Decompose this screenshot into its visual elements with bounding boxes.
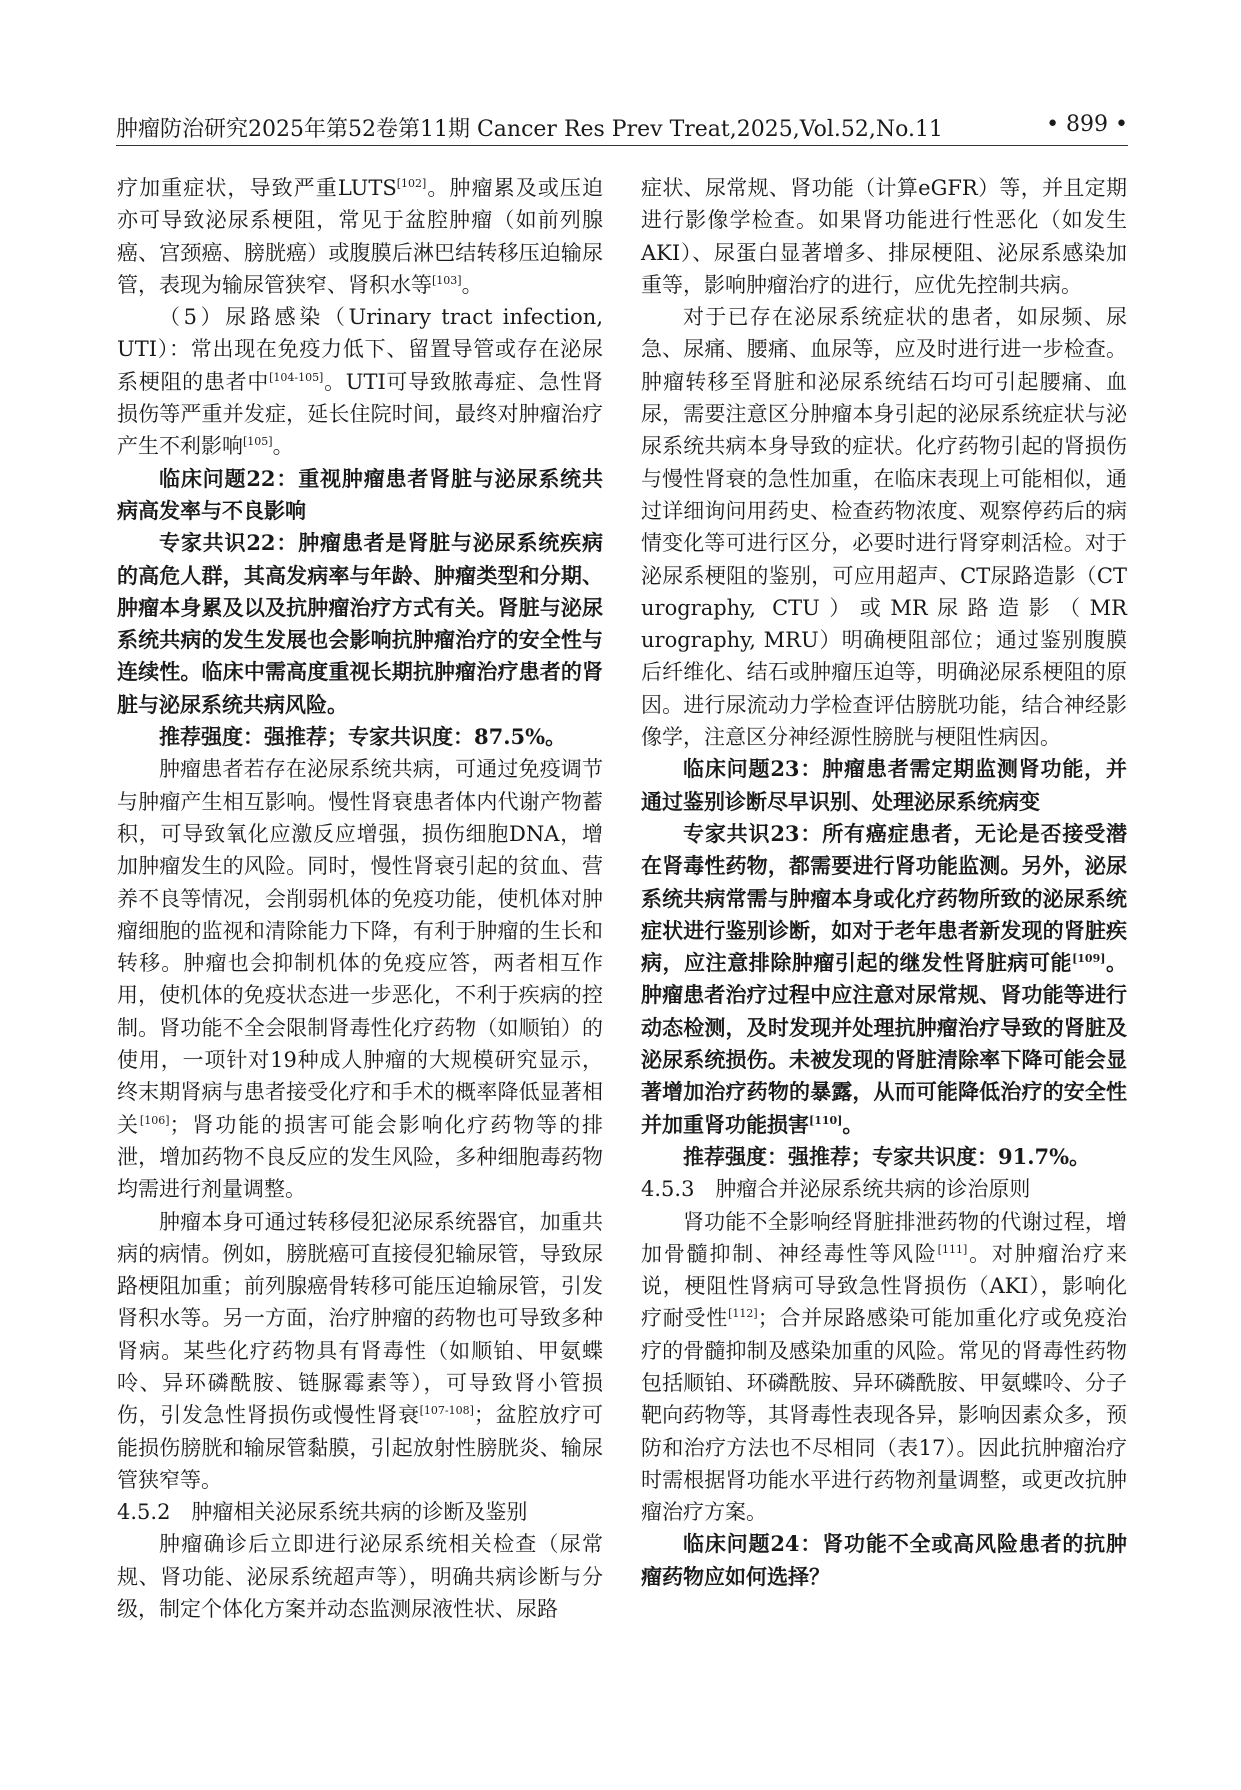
paragraph-metastasis: [117, 1206, 603, 1497]
text: 。肿瘤患者治疗过程中应注意对尿常规、肾功能等进行动态检测，及时发现并处理抗肿瘤治疗导致的肾脏及泌尿系统损伤。未被发现的肾脏清除率下降可能会显著增加治疗药物的暴露，从而可能降低治疗的安全性并加重肾功能损害: [641, 950, 1128, 1137]
citation-ref: [106]: [139, 1113, 170, 1127]
citation-ref: [112]: [728, 1307, 758, 1321]
text: 。UTI可导致脓毒症、急性肾损伤等严重并发症，延长住院时间，最终对肿瘤治疗产生不利影响: [117, 369, 604, 459]
clinical-question-23: 临床问题23：肿瘤患者需定期监测肾功能，并通过鉴别诊断尽早识别、处理泌尿系统病变: [641, 756, 1127, 814]
header-rule: [116, 145, 1128, 146]
text: 。肿瘤累及或压迫亦可导致泌尿系梗阻，常见于盆腔肿瘤（如前列腺癌、宫颈癌、膀胱癌）或腹膜后淋巴结转移压迫输尿管，表现为输尿管狭窄、肾积水等: [117, 176, 604, 297]
citation-ref: [109]: [1072, 952, 1106, 966]
right-column: [641, 172, 1127, 1593]
text: （5）尿路感染（Urinary tract infection, UTI）：常出现在免疫力低下、留置导管或存在泌尿系梗阻的患者中: [117, 305, 603, 394]
paragraph-differential: 对于已存在泌尿系统症状的患者，如尿频、尿急、尿痛、腰痛、血尿等，应及时进行进一步检查。肿瘤转移至肾脏和泌尿系统结石均可引起腰痛、血尿，需要注意区分肿瘤本身引起的泌尿系统症状与泌尿系统共病本身导致的症状。化疗药物引起的肾损伤与慢性肾衰的急性加重，在临床表现上可能相似，通过详细询问用药史、检查药物浓度、观察停药后的病情变化等可进行区分，必要时进行肾穿刺活检。对于泌尿系梗阻的鉴别，可应用超声、CT尿路造影（CT urography, CTU）或MR尿路造影（MR urography, MRU）明确梗阻部位；通过鉴别腹膜后纤维化、结石或肿瘤压迫等，明确泌尿系梗阻的原因。进行尿流动力学检查评估膀胱功能，结合神经影像学，注意区分神经源性膀胱与梗阻性病因。: [641, 305, 1127, 750]
text: 。: [272, 434, 294, 459]
paragraph-monitoring: 症状、尿常规、肾功能（计算eGFR）等，并且定期进行影像学检查。如果肾功能进行性恶化（如发生AKI）、尿蛋白显著增多、排尿梗阻、泌尿系感染加重等，影响肿瘤治疗的进行，应优先控制共病。: [641, 176, 1127, 297]
left-column: [117, 172, 603, 1625]
text: 肾功能不全影响经肾脏排泄药物的代谢过程，增加骨髓抑制、神经毒性等风险: [641, 1209, 1127, 1266]
journal-citation: 肿瘤防治研究2025年第52卷第11期 Cancer Res Prev Treat,2025,Vol.52,No.11: [116, 117, 943, 142]
text: 。: [842, 1111, 864, 1137]
text: 。: [461, 272, 483, 297]
citation-ref: [107-108]: [419, 1404, 474, 1418]
paragraph-luts: [117, 172, 603, 301]
section-heading-4-5-3: 4.5.3 肿瘤合并泌尿系统共病的诊治原则: [641, 1177, 1031, 1202]
paragraph-principles: [641, 1206, 1127, 1529]
paragraph-immune: [117, 753, 603, 1205]
expert-consensus-22: 专家共识22：肿瘤患者是肾脏与泌尿系统疾病的高危人群，其高发病率与年龄、肿瘤类型和分期、肿瘤本身累及以及抗肿瘤治疗方式有关。肾脏与泌尿系统共病的发生发展也会影响抗肿瘤治疗的安全性与连续性。临床中需高度重视长期抗肿瘤治疗患者的肾脏与泌尿系统共病风险。: [117, 530, 603, 717]
clinical-question-24: 临床问题24：肾功能不全或高风险患者的抗肿瘤药物应如何选择？: [641, 1531, 1127, 1589]
text: 专家共识23：所有癌症患者，无论是否接受潜在肾毒性药物，都需要进行肾功能监测。另外，泌尿系统共病常需与肿瘤本身或化疗药物所致的泌尿系统症状进行鉴别诊断，如对于老年患者新发现的肾脏疾病，应注意排除肿瘤引起的继发性肾脏病可能: [641, 820, 1127, 976]
citation-ref: [110]: [809, 1113, 843, 1127]
text: ；合并尿路感染可能加重化疗或免疫治疗的骨髓抑制及感染加重的风险。常见的肾毒性药物包括顺铂、环磷酰胺、异环磷酰胺、甲氨蝶呤、分子靶向药物等，其肾毒性表现各异，影响因素众多，预防和治疗方法也不尽相同（表17）。因此抗肿瘤治疗时需根据肾功能水平进行药物剂量调整，或更改抗肿瘤治疗方案。: [641, 1306, 1128, 1525]
text: 疗加重症状，导致严重LUTS: [117, 176, 397, 200]
citation-ref: [102]: [396, 177, 427, 190]
text: 肿瘤本身可通过转移侵犯泌尿系统器官，加重共病的病情。例如，膀胱癌可直接侵犯输尿管，导致尿路梗阻加重；前列腺癌骨转移可能压迫输尿管，引发肾积水等。另一方面，治疗肿瘤的药物也可导致多种肾病。某些化疗药物具有肾毒性（如顺铂、甲氨蝶呤、异环磷酰胺、链脲霉素等），可导致肾小管损伤，引发急性肾损伤或慢性肾衰: [117, 1209, 603, 1428]
recommendation-23: 推荐强度：强推荐；专家共识度：91.7%。: [683, 1143, 1091, 1169]
paragraph-uti: [117, 301, 603, 462]
recommendation-22: 推荐强度：强推荐；专家共识度：87.5%。: [159, 724, 567, 750]
text: 肿瘤患者若存在泌尿系统共病，可通过免疫调节与肿瘤产生相互影响。慢性肾衰患者体内代谢产物蓄积，可导致氧化应激反应增强，损伤细胞DNA，增加肿瘤发生的风险。同时，慢性肾衰引起的贫血、营养不良等情况，会削弱机体的免疫功能，使机体对肿瘤细胞的监视和清除能力下降，有利于肿瘤的生长和转移。肿瘤也会抑制机体的免疫应答，两者相互作用，使机体的免疫状态进一步恶化，不利于疾病的控制。肾功能不全会限制肾毒性化疗药物（如顺铂）的使用，一项针对19种成人肿瘤的大规模研究显示，终末期肾病与患者接受化疗和手术的概率降低显著相关: [117, 757, 603, 1137]
clinical-question-22: 临床问题22：重视肿瘤患者肾脏与泌尿系统共病高发率与不良影响: [117, 465, 603, 523]
citation-ref: [105]: [243, 435, 273, 449]
section-heading-4-5-2: 4.5.2 肿瘤相关泌尿系统共病的诊断及鉴别: [117, 1500, 528, 1525]
citation-ref: [103]: [432, 273, 462, 287]
paragraph-diagnosis: 肿瘤确诊后立即进行泌尿系统相关检查（尿常规、肾功能、泌尿系统超声等），明确共病诊断与分级，制定个体化方案并动态监测尿液性状、尿路: [117, 1532, 603, 1622]
running-header: [116, 106, 1128, 142]
page-number: • 899 •: [1046, 112, 1128, 137]
text: ；盆腔放疗可能损伤膀胱和输尿管黏膜，引起放射性膀胱炎、输尿管狭窄等。: [117, 1403, 604, 1492]
citation-ref: [104-105]: [269, 370, 324, 384]
text: 。对肿瘤治疗来说，梗阻性肾病可导致急性肾损伤（AKI），影响化疗耐受性: [641, 1241, 1128, 1331]
citation-ref: [111]: [937, 1242, 968, 1256]
expert-consensus-23: [641, 818, 1127, 1141]
text: ；肾功能的损害可能会影响化疗药物等的排泄，增加药物不良反应的发生风险，多种细胞毒药物均需进行剂量调整。: [117, 1112, 604, 1202]
